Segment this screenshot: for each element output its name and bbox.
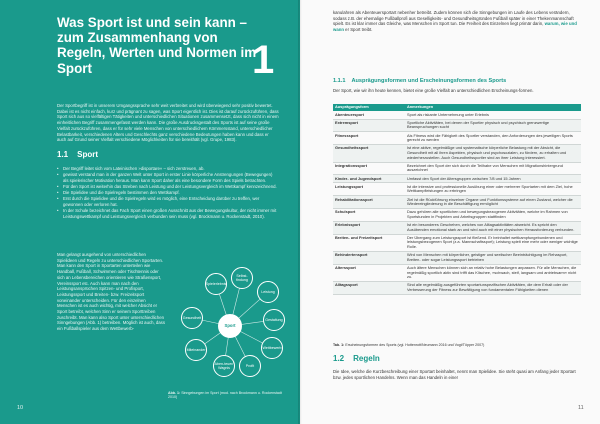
list-item: • gewisst verstand man in der ganzen Welt unter Sport in erster Linie körperliche Anstrengungen (Bewegungen) als spielerischer Motivation heraus. Man kann Sport daher als eine besondere Form des Spiels betrachten. [57, 172, 279, 183]
table-cell-term: Gesundheitssport [333, 145, 405, 162]
table-header: Anmerkungen [405, 104, 581, 111]
table-row [333, 196, 581, 209]
figure-label: Abb. 1: [168, 391, 181, 395]
node-miteinander: Miteinander [185, 339, 207, 361]
table-cell-term: Rehabilitationssport [333, 196, 405, 209]
page-number-left: 10 [17, 405, 24, 411]
node-gestaltung: Gestaltung [263, 309, 285, 331]
table-cell-note: Bezeichnet den Sport der sich durch die Teilhabe von Menschen mit Migrationshintergrund auszeichnet [405, 162, 581, 175]
table-cell-note: Wird von Menschen mit körperlicher, geistiger und seelischer Beeinträchtigung im Rehasport, Breiten- oder sogar Leistungssport betrieben [405, 251, 581, 264]
table-cell-term: Alltagssport [333, 282, 405, 295]
subsection-title: Ausprägungsformen und Erscheinungsformen des Sports [351, 78, 507, 84]
table-cell-note: Ist ein besonderes Geschehen, welches von Alltagsaktivitäten abweicht. Es spricht den Ausübenden emotional stark an und wird auch mit einer physischen Herausforderung verbunden. [405, 221, 581, 234]
table-header-row [333, 104, 581, 111]
section-heading-1-2 [333, 354, 380, 363]
table-row [333, 145, 581, 162]
list-item: • Für den Sport ist weiterhin das Streben nach Leistung und der Leistungsvergleich im Wettkampf kennzeichnend. [57, 184, 279, 190]
table-header: Ausprägungsform [333, 104, 405, 111]
table-row [333, 264, 581, 281]
table-cell-note: Als Fitness wird die Fähigkeit des Sportler verstanden, den Anforderungen des jeweiligen Sports gerecht zu werden [405, 132, 581, 145]
table-caption-text: Erscheinungsformen des Sports (vgl. Hottenrott/Neumann 2016 und Vogt/Töpper 2007) [345, 343, 485, 347]
section-title: Sport [77, 150, 99, 159]
table-row [333, 209, 581, 222]
list-item: • In der Schule bezeichnet das Fach Sport einen großen Ausschnitt aus der Bewegungskultur, der nicht immer mit Leistungswettkampf und Leistungsvergleich verbunden sein muss (vgl. Brockmann u. Rockenstadt, 2010). [57, 208, 279, 219]
chapter-number: 1 [252, 38, 275, 82]
figure-caption-text: Sinngebungen im Sport (mod. nach Brockmann u. Rockenstadt 2010) [168, 391, 282, 400]
table-row [333, 111, 581, 119]
table-row [333, 221, 581, 234]
table-cell-note: Umfasst den Sport der Altersgruppen zwischen 7/8 und 15 Jahren [405, 175, 581, 183]
sinngebungen-diagram [168, 252, 288, 384]
section-number: 1.1 [57, 150, 69, 159]
highlighted-text: warum, wie und wann [333, 21, 577, 33]
table-cell-note: Der Übergang zum Leistungssport ist fließend. Er beinhaltet wettkampfungebundenen und leistungsbezogenen Sport (z.a. Mannschaftssport); Leistung spielt eine mehr oder weniger wichtige Rolle. [405, 234, 581, 251]
table-cell-term: Behindertensport [333, 251, 405, 264]
table-cell-note: Ist die intensive und professionelle Ausübung einer oder mehrerer Sportarten mit dem Ziel, hohe Wettkampfleistungen zu erbringen [405, 183, 581, 196]
node-abenteuer: Aben-teuer/ Wagnis [213, 355, 235, 377]
table-label: Tab. 1: [333, 343, 345, 347]
table-row [333, 119, 581, 132]
table-cell-note: Sportliche Aktivitäten, bei denen der Sportler physisch und psychisch grenzwertige Beanspruchungen sucht [405, 119, 581, 132]
continued-paragraph [333, 10, 581, 33]
bullet-list [57, 166, 279, 220]
table-cell-term: Leistungssport [333, 183, 405, 196]
table-row [333, 251, 581, 264]
table-cell-term: Schulsport [333, 209, 405, 222]
list-item: • Der Begriff leitet sich vom Lateinischen »disportare« – sich zerstreuen, ab. [57, 166, 279, 172]
table-caption [333, 343, 581, 347]
node-selbstfindung: Selbst-findung [231, 267, 253, 289]
table-body [333, 111, 581, 294]
node-gesundheit: Gesundheit [181, 307, 203, 329]
table-row [333, 282, 581, 295]
section-heading-1-1 [57, 150, 98, 159]
figure-caption [168, 391, 288, 400]
table-cell-note: Sind alle regelmäßig ausgeführten sportartunspezifischen Aktivitäten, die dem Erhalt oder der Verbesserung der Fitness zur Bewältigung von fundamentalen Fähigkeiten dienen [405, 282, 581, 295]
subsection-heading-1-1-1 [333, 78, 506, 84]
forms-table [333, 104, 581, 295]
chapter-title: Was Sport ist und sein kann – zum Zusammenhang von Regeln, Werten und Normen im Sport [57, 15, 257, 76]
continued-text-start: kanulahren als Abenteuersportart nebenher betreibt. Zudem können sich die Sinngebungen im Laufe des Lebens verändern, sodass z.B. der ehemalige Fußballprofi aus Geselligkeits- und Gesundheitsgründen Fußball später in einer Thekenmannschaft spielt. Es ist klar immer das Gleiche, was Menschen im Sport tun. Die Freiheit des Einzelnen liegt primär darin, [333, 10, 574, 27]
body-paragraph: Die Idee, welche die Kurzbeschreibung einer Sportart beinhaltet, nennt man Spielidee. Sie steht quasi am Anfang jeder Sportart bzw. jedes sportlichen Handelns. Wenn man das Handeln in einer [333, 369, 576, 380]
table-cell-note: Sport als riskante Unternehmung unter Erlebnis [405, 111, 581, 119]
section-number: 1.2 [333, 354, 345, 363]
section-title: Regeln [353, 354, 380, 363]
table-cell-term: Alterssport [333, 264, 405, 281]
table-cell-term: Integrationssport [333, 162, 405, 175]
book-gutter [298, 0, 302, 424]
node-profit: Profit [239, 355, 261, 377]
table-row [333, 234, 581, 251]
list-item: • Erst durch die Spielidee und die Spielregeln wird es möglich, eine Entscheidung darüber zu treffen, wer gewonnen oder verloren hat. [57, 196, 279, 207]
table-row [333, 175, 581, 183]
node-spielerlebnis: Spielerlebnis [205, 273, 227, 295]
table-row [333, 132, 581, 145]
table-cell-note: Ist eine aktive, regelmäßige und systematische körperliche Belastung mit der Absicht, die Gesundheit mit all ihren Aspekten, physisch und psychosozialen, zu fördern, zu erhalten und wiederherzustellen. Auch Gesundheitssportler sind an ihrer Leistung interessiert. [405, 145, 581, 162]
subsection-intro: Der Sport, wie wir ihn heute kennen, bietet eine große Vielfalt an unterschiedlichen Erscheinungs-formen. [333, 88, 534, 93]
table-row [333, 183, 581, 196]
node-sport-center: Sport [218, 314, 242, 338]
node-leistung: Leistung [257, 281, 279, 303]
page-number-right: 11 [578, 405, 584, 411]
table-cell-term: Kinder- und Jugendsport [333, 175, 405, 183]
continued-text-end: er Sport treibt. [343, 27, 373, 33]
table-cell-note: Auch ältere Menschen können sich an relativ hohe Belastungen anpassen. Für alle Menschen, die regelmäßig sportlich aktiv sind trifft das Klischee, »schwach, steif, langsam und antriebsarm« nicht zu. [405, 264, 581, 281]
table-cell-note: Dazu gehören alle sportlichen und bewegungsbezogenen Aktivitäten, welche im Rahmen von Sportstunden in Projekten und Arbeitsgruppen stattfinden [405, 209, 581, 222]
list-item: • Die Spielidee und die Spielregeln bestimmen den Wettkampf. [57, 190, 279, 196]
intro-paragraph: Der Sportbegriff ist in unserem Umgangssprache sehr weit verbreitet und wird überwiegend sehr positiv bewertet. Dabei ist es nicht einfach, kurz und prägnant zu sagen, was Sport eigentlich ist. Dies ist darauf zurückzuführen, dass Sport sich aus so vielfältigen Tätigkeiten und unterschiedlichen Situationen zusammensetzt, dass sich nicht in einem einheitlichen Begriff zusammengefasst werden kann. Die große Ausdrucksgestalt des Sports ist auf seine große Vielfalt zurückzuführen, dass er für sehr viele Menschen von unterschiedlichem Kömmersstand, unterschiedlicher Belastbarkeit, verschiedenen Alters und Geschlechts ganz verschiedene Bedeutungen haben kann und dass er auch auf Grund seiner Vielfalt verschiedene Möglichkeiten für sie bereithält (vgl. Grupe, 1983). [57, 103, 279, 143]
node-wettbewerb: Wettbewerb [261, 337, 283, 359]
table-cell-term: Breiten- und Freizeitsport [333, 234, 405, 251]
subsection-number: 1.1.1 [333, 78, 346, 84]
table-cell-note: Ziel ist die Rückführung einzelner Organe und Funktionssysteme auf einen Zustand, welcher die Wiedereingliederung in die Beschäftigung ermöglicht [405, 196, 581, 209]
table-row [333, 162, 581, 175]
table-cell-term: Abenteuersport [333, 111, 405, 119]
table-cell-term: Extremsport [333, 119, 405, 132]
body-paragraph: Man gelangt ausgehend von unterschiedlichen Spielideen und Regeln zu unterschiedlichen Sportarten. Man kann den Sport in Sportarten unterteilen wie Handball, Fußball, Schwimmen oder Tischtennis oder sich an Lebensbereichen orientieren wie Straßensport, Vereinssport etc. Auch kann man nach den Leistungsansprüchen Spitzen- und Profisport, Leistungssport und Breiten- bzw. Freizeitsport voneinander unterscheiden. Für den einzelnen Menschen ist es auch wichtig, mit welcher Absicht er Sport betreibt, welchen Sinn er seinem Sporttreiben zuschreibt. Man kann also Sport unter unterschiedlichen Sinngebungen (Abb. 1) betreiben. Möglich ist auch, dass ein Fußballspieler aus dem Wettbewerb- [57, 252, 165, 332]
table-cell-term: Fitnesssport [333, 132, 405, 145]
table-cell-term: Erlebnissport [333, 221, 405, 234]
